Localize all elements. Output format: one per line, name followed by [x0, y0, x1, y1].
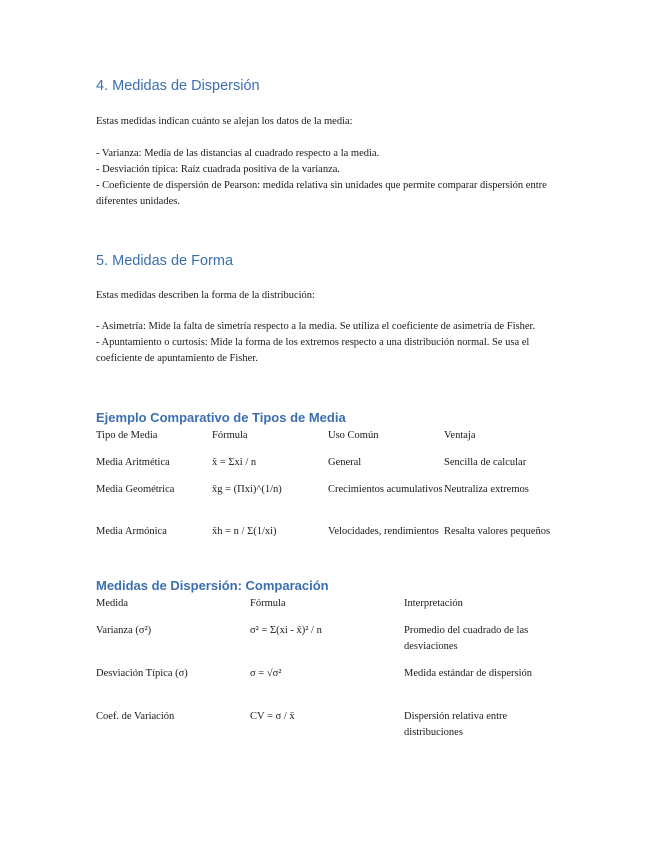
- column-header: Fórmula: [250, 598, 286, 609]
- section-4-heading: 4. Medidas de Dispersión: [96, 78, 260, 94]
- table-cell: Media Aritmética: [96, 457, 170, 468]
- table-cell: Dispersión relativa entre distribuciones: [404, 711, 508, 738]
- table-2-title: Medidas de Dispersión: Comparación: [96, 578, 329, 593]
- table-cell: x̄ = Σxi / n: [212, 457, 257, 468]
- table-cell: Varianza (σ²): [96, 625, 152, 636]
- table-cell: x̄h = n / Σ(1/xi): [212, 526, 277, 537]
- table-cell: Resalta valores pequeños: [444, 526, 551, 537]
- table-cell: Velocidades, rendimientos: [328, 526, 439, 537]
- section-5-heading: 5. Medidas de Forma: [96, 253, 234, 269]
- table-cell: σ = √σ²: [250, 668, 282, 679]
- table-1-title: Ejemplo Comparativo de Tipos de Media: [96, 410, 346, 425]
- table-cell: Media Armónica: [96, 526, 167, 537]
- table-row: [96, 524, 566, 556]
- table-cell: Neutraliza extremos: [444, 484, 529, 495]
- table-row: [96, 709, 558, 741]
- table-header-row: [96, 428, 566, 455]
- table-cell: x̄g = (Πxi)^(1/n): [212, 484, 282, 495]
- table-cell: Promedio del cuadrado de las desviaciones: [404, 625, 529, 652]
- table-cell: Desviación Típica (σ): [96, 668, 188, 679]
- table-cell: General: [328, 457, 362, 468]
- table-cell: σ² = Σ(xi - x̄)² / n: [250, 625, 322, 636]
- table-cell: CV = σ / x̄: [250, 711, 295, 722]
- section-5-list: [96, 319, 566, 367]
- column-header: Tipo de Media: [96, 430, 158, 441]
- table-cell: Crecimientos acumulativos: [328, 484, 443, 495]
- list-item: - Apuntamiento o curtosis: Mide la forma de los extremos respecto a una distribución normal. Se usa el coeficiente de apuntamiento de Fisher.: [96, 337, 530, 364]
- column-header: Uso Común: [328, 430, 379, 441]
- column-header: Ventaja: [444, 430, 476, 441]
- table-header-row: [96, 596, 558, 623]
- table-row: [96, 623, 558, 666]
- column-header: Interpretación: [404, 598, 463, 609]
- table-row: [96, 455, 566, 482]
- table-cell: Medida estándar de dispersión: [404, 668, 533, 679]
- table-cell: Media Geométrica: [96, 484, 175, 495]
- list-item: - Asimetría: Mide la falta de simetría respecto a la media. Se utiliza el coeficiente de asimetría de Fisher.: [96, 321, 536, 332]
- table-row: [96, 666, 558, 709]
- table-cell: Sencilla de calcular: [444, 457, 527, 468]
- section-5-intro: Estas medidas describen la forma de la distribución:: [96, 290, 315, 301]
- list-item: - Varianza: Media de las distancias al cuadrado respecto a la media.: [96, 148, 380, 159]
- list-item: - Coeficiente de dispersión de Pearson: medida relativa sin unidades que permite comparar dispersión entre diferentes unidades.: [96, 180, 547, 207]
- table-row: [96, 482, 566, 524]
- section-4-list: [96, 146, 566, 210]
- dispersion-comparison-table: [96, 596, 558, 741]
- means-comparison-table: [96, 428, 566, 556]
- column-header: Medida: [96, 598, 129, 609]
- list-item: - Desviación típica: Raíz cuadrada positiva de la varianza.: [96, 164, 341, 175]
- section-4-intro: Estas medidas indican cuánto se alejan los datos de la media:: [96, 116, 353, 127]
- table-cell: Coef. de Variación: [96, 711, 175, 722]
- column-header: Fórmula: [212, 430, 248, 441]
